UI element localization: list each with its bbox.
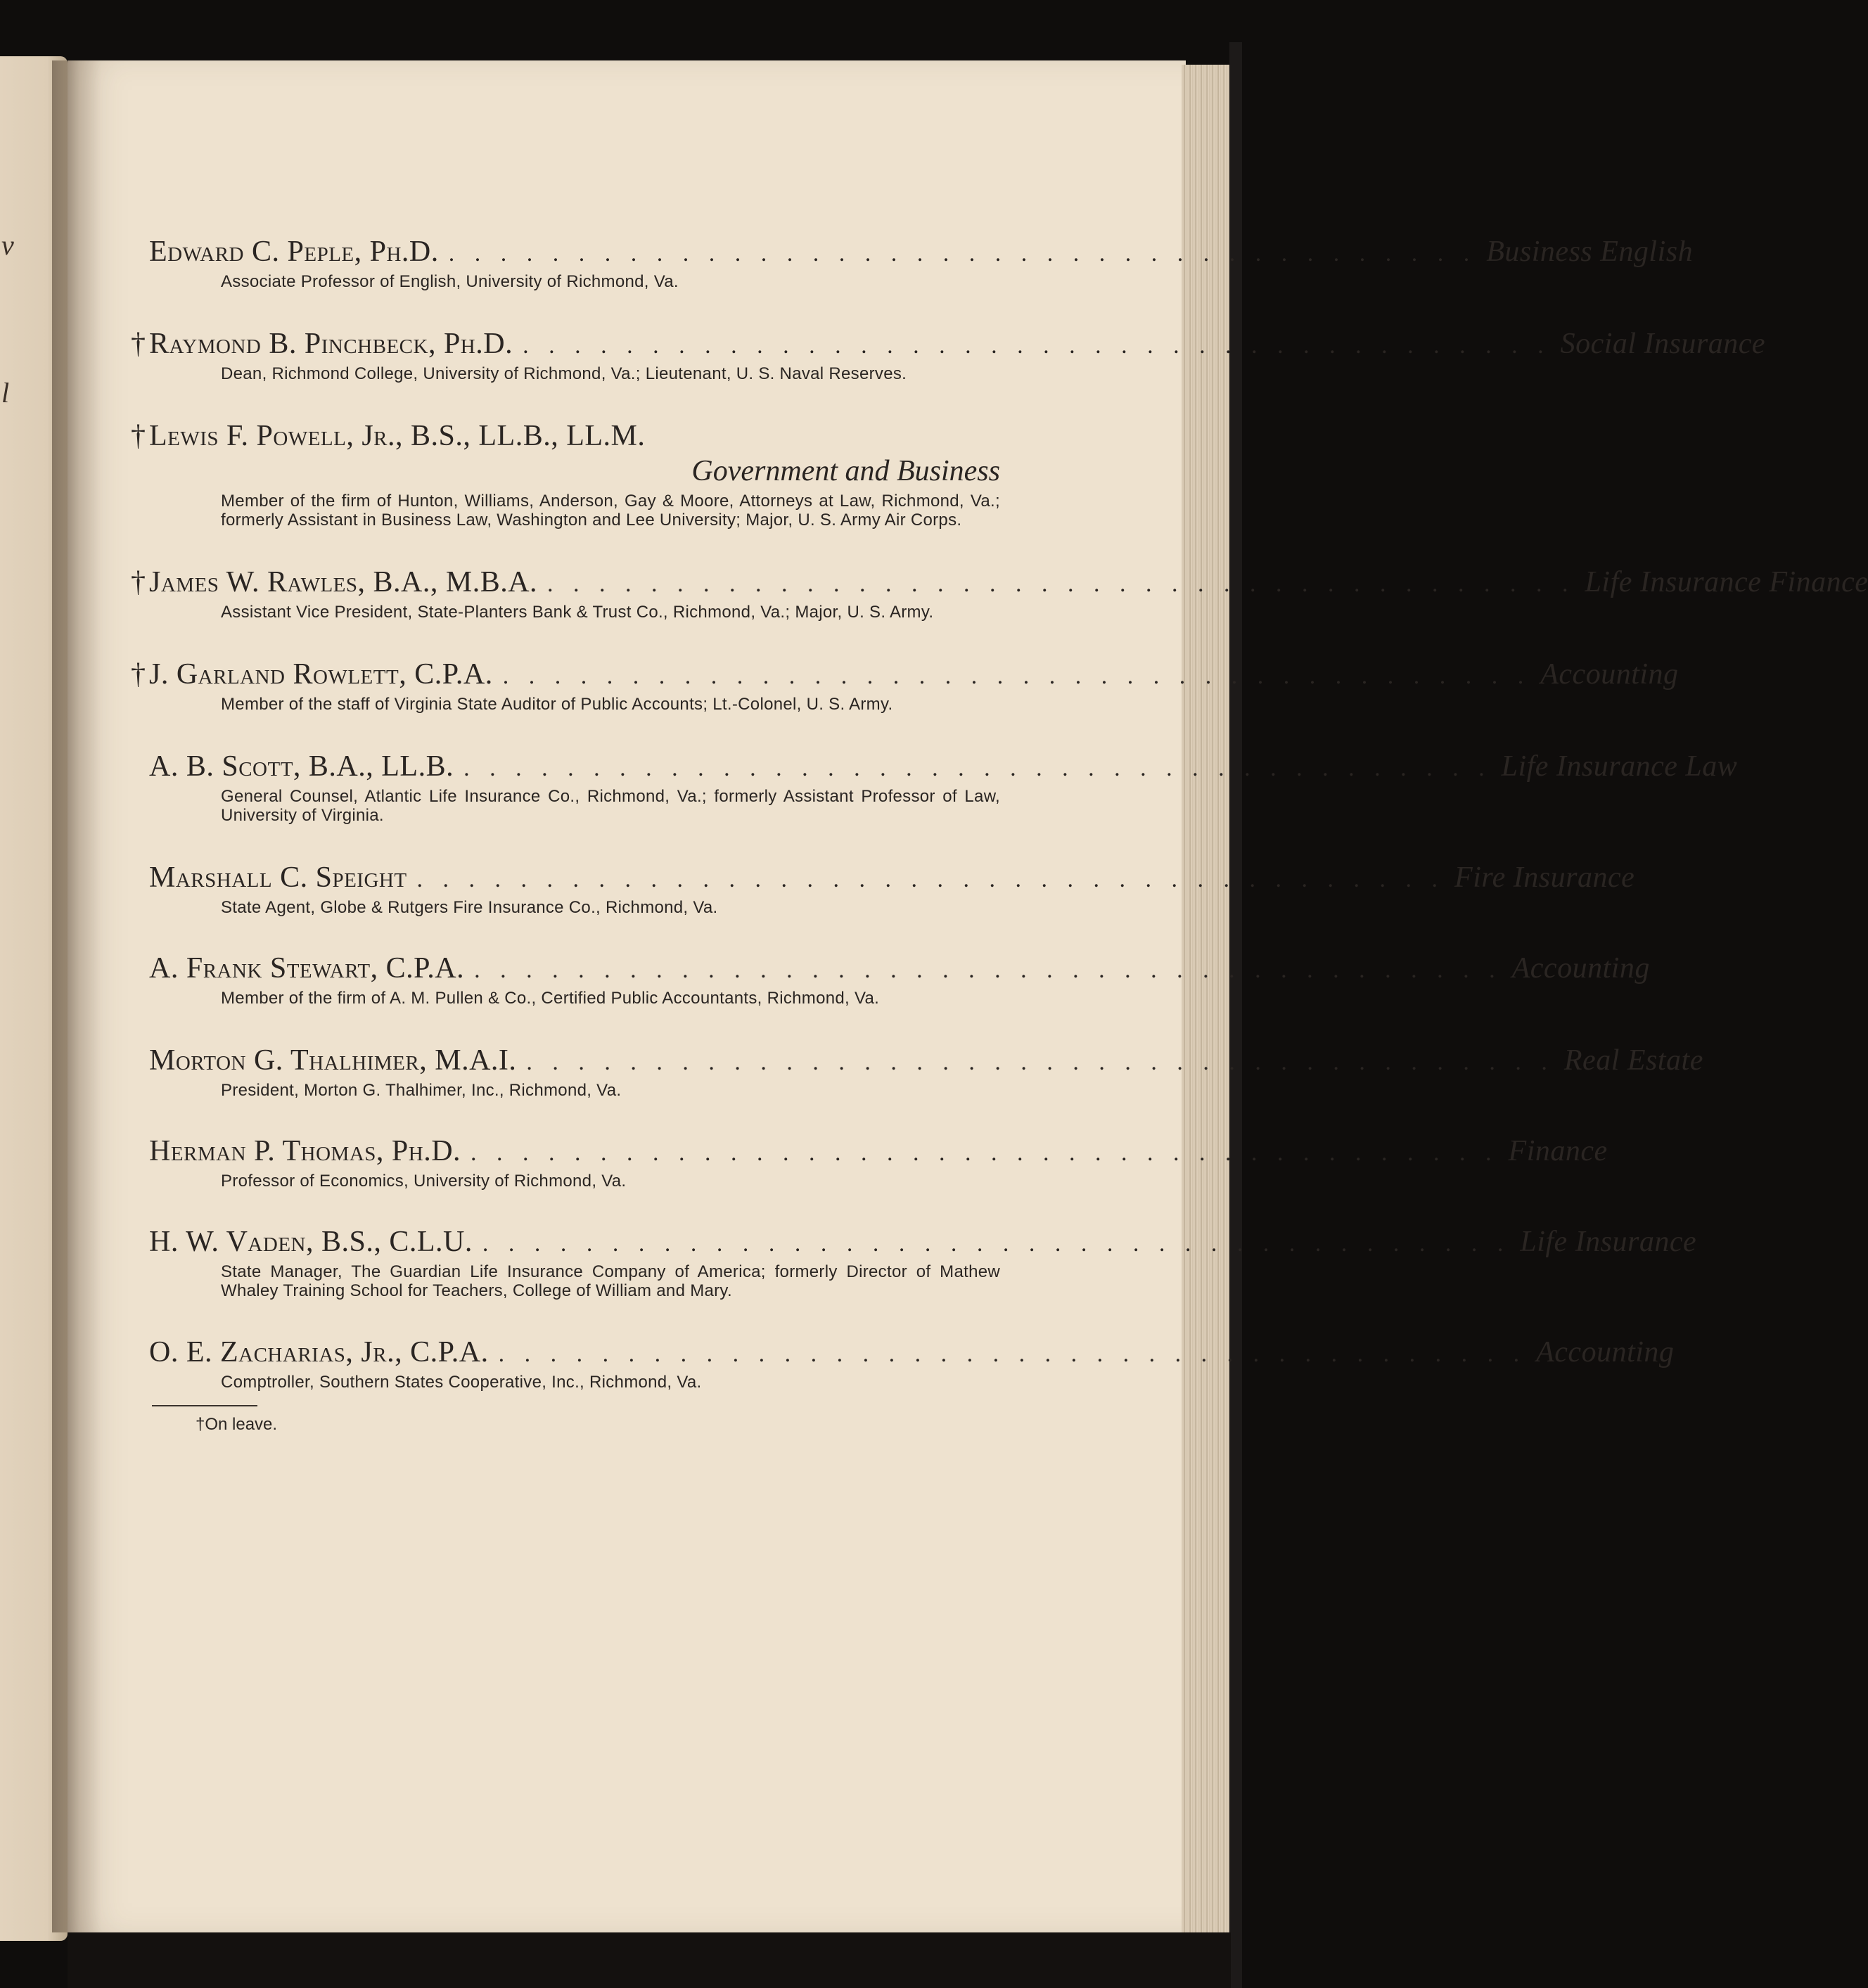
faculty-name: James W. Rawles, B.A., M.B.A. — [149, 565, 538, 598]
faculty-name: O. E. Zacharias, Jr., C.P.A. — [149, 1336, 489, 1369]
subject: Finance — [1508, 1134, 1608, 1167]
entry-headline — [149, 861, 1635, 894]
faculty-description: Comptroller, Southern States Cooperative, Inc., Richmond, Va. — [221, 1373, 702, 1392]
dot-leader: . . . . . . . . . . . . . . . . . . . . . . . . . . . . . . . . . . . . . . . . — [474, 956, 1502, 983]
page-gutter — [52, 60, 101, 1932]
faculty-entry — [149, 750, 1738, 826]
faculty-description: President, Morton G. Thalhimer, Inc., Richmond, Va. — [221, 1080, 622, 1100]
faculty-description: Assistant Vice President, State-Planters Bank & Trust Co., Richmond, Va.; Major, U. S. Army. — [221, 602, 934, 622]
faculty-description: Member of the staff of Virginia State Auditor of Public Accounts; Lt.-Colonel, U. S. Army. — [221, 694, 893, 714]
on-leave-dagger: † — [131, 658, 146, 691]
faculty-list — [131, 236, 1868, 1435]
left-page-fragment: l — [1, 377, 10, 409]
faculty-description: Professor of Economics, University of Richmond, Va. — [221, 1171, 627, 1191]
dot-leader: . . . . . . . . . . . . . . . . . . . . . . . . . . . . . . . . . . . . . . . . — [523, 332, 1551, 359]
faculty-name: A. Frank Stewart, C.P.A. — [149, 951, 465, 985]
subject: Accounting — [1511, 951, 1650, 985]
dot-leader: . . . . . . . . . . . . . . . . . . . . . . . . . . . . . . . . . . . . . . . . — [463, 755, 1492, 781]
subject: Accounting — [1536, 1336, 1675, 1369]
dot-leader: . . . . . . . . . . . . . . . . . . . . . . . . . . . . . . . . . . . . . . . . — [526, 1048, 1554, 1075]
faculty-entry — [131, 658, 1679, 714]
entry-headline — [131, 658, 1679, 691]
faculty-entry — [149, 1044, 1703, 1101]
faculty-description: Associate Professor of English, University of Richmond, Va. — [221, 272, 679, 292]
faculty-entry — [149, 1225, 1697, 1301]
subject: Accounting — [1540, 658, 1679, 691]
on-leave-dagger: † — [131, 327, 146, 360]
faculty-description: Member of the firm of Hunton, Williams, Anderson, Gay & Moore, Attorneys at Law, Richmond, Va.; formerly Assistant in Business Law, Washington and Lee University; Major, U. S. Army Air Corps. — [221, 492, 1000, 530]
faculty-description: Member of the firm of A. M. Pullen & Co., Certified Public Accountants, Richmond, Va. — [221, 988, 880, 1008]
entry-headline — [149, 951, 1650, 985]
on-leave-dagger: † — [131, 565, 146, 598]
faculty-name: J. Garland Rowlett, C.P.A. — [149, 658, 493, 691]
faculty-description: Dean, Richmond College, University of Richmond, Va.; Lieutenant, U. S. Naval Reserves. — [221, 364, 907, 384]
subject: Business English — [1486, 236, 1694, 268]
faculty-description: General Counsel, Atlantic Life Insurance Co., Richmond, Va.; formerly Assistant Professor of Law, University of Virginia. — [221, 786, 1000, 825]
subject: Life Insurance — [1520, 1225, 1697, 1258]
entry-headline — [149, 236, 1694, 268]
faculty-description: State Manager, The Guardian Life Insurance Company of America; formerly Director of Mathew Whaley Training School for Teachers, College of William and Mary. — [221, 1262, 1000, 1300]
entry-headline — [149, 1134, 1608, 1167]
faculty-entry — [131, 327, 1766, 384]
subject: Fire Insurance — [1454, 861, 1635, 894]
left-page-fragment: v — [1, 229, 14, 261]
dot-leader: . . . . . . . . . . . . . . . . . . . . . . . . . . . . . . . . . . . . . . . . — [498, 1341, 1527, 1368]
entry-headline — [149, 1044, 1703, 1077]
faculty-name: A. B. Scott, B.A., LL.B. — [149, 750, 454, 783]
dot-leader: . . . . . . . . . . . . . . . . . . . . . . . . . . . . . . . . . . . . . . . . — [471, 1139, 1499, 1166]
on-leave-dagger: † — [131, 419, 146, 452]
dot-leader: . . . . . . . . . . . . . . . . . . . . . . . . . . . . . . . . . . . . . . . . — [547, 570, 1575, 597]
dot-leader: . . . . . . . . . . . . . . . . . . . . . . . . . . . . . . . . . . . . . . . . — [482, 1230, 1511, 1257]
entry-headline — [131, 327, 1766, 360]
subject: Life Insurance Law — [1501, 750, 1738, 783]
dot-leader: . . . . . . . . . . . . . . . . . . . . . . . . . . . . . . . . . . . . . . . . — [416, 866, 1445, 892]
faculty-entry — [149, 861, 1635, 918]
subject: Life Insurance Finance — [1585, 565, 1868, 598]
faculty-name: Marshall C. Speight — [149, 861, 407, 894]
faculty-name: Raymond B. Pinchbeck, Ph.D. — [149, 327, 513, 360]
entry-headline — [131, 419, 1000, 452]
entry-headline — [149, 1336, 1675, 1369]
faculty-entry — [149, 1134, 1608, 1191]
faculty-name: H. W. Vaden, B.S., C.L.U. — [149, 1225, 473, 1258]
subject: Social Insurance — [1560, 327, 1766, 360]
faculty-entry — [131, 419, 1000, 530]
footnote: †On leave. — [196, 1415, 278, 1435]
faculty-name: Morton G. Thalhimer, M.A.I. — [149, 1044, 517, 1077]
dot-leader: . . . . . . . . . . . . . . . . . . . . . . . . . . . . . . . . . . . . . . . . — [448, 241, 1477, 267]
entry-headline — [131, 565, 1868, 598]
footnote-rule — [152, 1405, 257, 1406]
faculty-description: State Agent, Globe & Rutgers Fire Insurance Co., Richmond, Va. — [221, 897, 718, 917]
faculty-name: Herman P. Thomas, Ph.D. — [149, 1134, 461, 1167]
faculty-entry — [149, 236, 1694, 292]
faculty-name: Lewis F. Powell, Jr., B.S., LL.B., LL.M. — [149, 419, 646, 452]
faculty-entry — [131, 565, 1868, 622]
subject: Government and Business — [691, 455, 1000, 488]
entry-headline — [149, 1225, 1697, 1258]
dot-leader: . . . . . . . . . . . . . . . . . . . . . . . . . . . . . . . . . . . . . . . . — [502, 662, 1531, 689]
faculty-entry — [149, 951, 1650, 1008]
entry-headline — [149, 750, 1738, 783]
background-band — [68, 1932, 1231, 1988]
faculty-entry — [149, 1336, 1675, 1392]
subject: Real Estate — [1563, 1044, 1703, 1077]
faculty-name: Edward C. Peple, Ph.D. — [149, 236, 439, 268]
